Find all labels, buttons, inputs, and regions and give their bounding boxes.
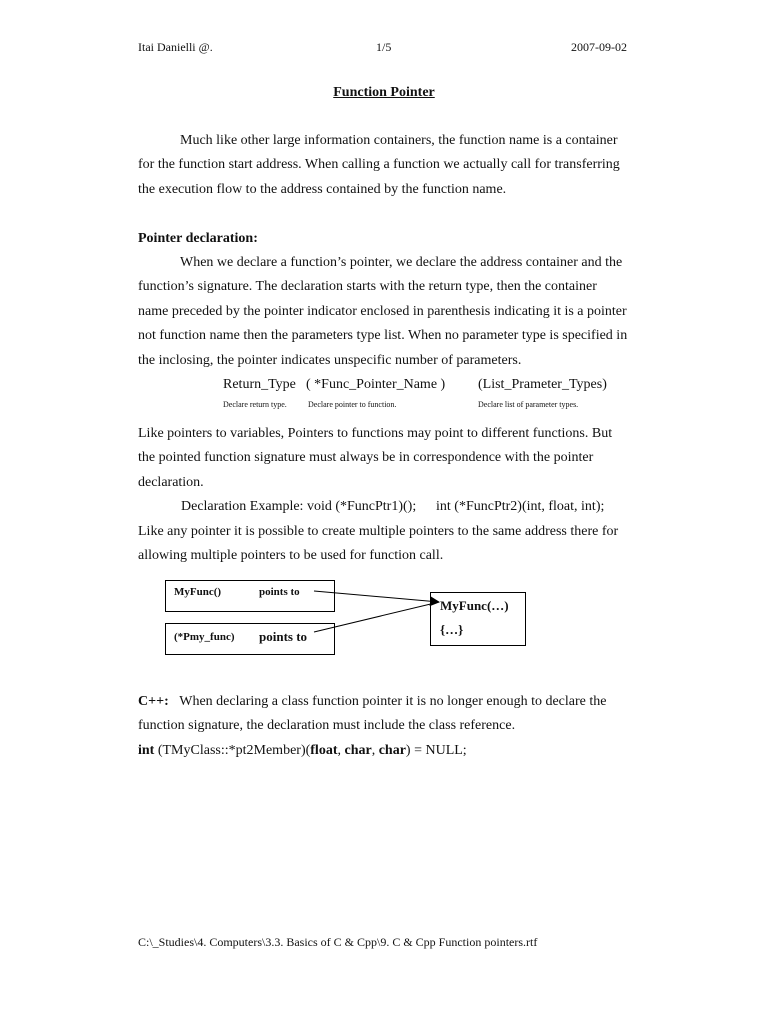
cpp-kw-char2: char	[378, 743, 406, 758]
cpp-code-sep2: ,	[371, 743, 379, 758]
header-author: Itai Danielli @.	[138, 40, 213, 54]
diagram-box-pmyfunc-points: points to	[259, 629, 308, 644]
declaration-paragraph: When we declare a function’s pointer, we declare the address container and the function’s signature. The declaration starts with the return type, then the container name preceded by the pointer indicator enclosed in parenthesis indicating it is a pointer not function name then the parameters type list. When no parameter type is specified in the inclosing, the pointer indicates unspecific number of parameters.	[138, 255, 628, 368]
cpp-code-part1: (TMyClass::*pt2Member)(	[154, 743, 311, 758]
cpp-paragraph	[138, 690, 630, 739]
header-date: 2007-09-02	[571, 40, 627, 54]
syntax-param-types: (List_Prameter_Types)	[478, 377, 607, 392]
cpp-kw-int: int	[138, 743, 155, 758]
cpp-kw-float: float	[310, 743, 338, 758]
section-heading-declaration: Pointer declaration:	[138, 231, 258, 246]
declaration-example-second: int (*FuncPtr2)(int, float, int);	[436, 499, 605, 514]
diagram-box-myfunc-label: MyFunc()	[174, 586, 222, 598]
cpp-code-sep1: ,	[337, 743, 345, 758]
declaration-example: Declaration Example: void (*FuncPtr1)();	[181, 499, 417, 514]
diagram-target-line1: MyFunc(…)	[440, 598, 509, 613]
intro-paragraph: Much like other large information containers, the function name is a container for the function start address. When calling a function we actually call for transferring the execution flow to the address contained by the function name.	[138, 133, 620, 197]
diagram-box-myfunc-points: points to	[259, 586, 300, 598]
cpp-code-part2: ) = NULL;	[405, 743, 467, 758]
syntax-return-type: Return_Type	[223, 377, 296, 392]
arrow-pmyfunc-to-target	[314, 602, 439, 632]
header-page-number: 1/5	[376, 40, 392, 54]
note-return-type: Declare return type.	[223, 400, 287, 409]
diagram-box-pmyfunc-label: (*Pmy_func)	[174, 631, 235, 643]
diagram-target-line2: {…}	[440, 622, 464, 637]
note-param-types: Declare list of parameter types.	[478, 400, 579, 409]
cpp-code-line	[138, 739, 467, 763]
note-func-pointer: Declare pointer to function.	[308, 400, 397, 409]
pointers-paragraph: Like pointers to variables, Pointers to functions may point to different functions. But the pointed function signature must always be in correspondence with the pointer declaration.	[138, 426, 613, 490]
cpp-kw-char1: char	[344, 743, 372, 758]
page-title: Function Pointer	[333, 85, 435, 100]
syntax-func-pointer-name: ( *Func_Pointer_Name )	[306, 377, 446, 392]
cpp-text: When declaring a class function pointer it is no longer enough to declare the function signature, the declaration must include the class reference.	[138, 694, 607, 734]
footer-file-path: C:\_Studies\4. Computers\3.3. Basics of C & Cpp\9. C & Cpp Function pointers.rtf	[138, 935, 538, 949]
cpp-label: C++:	[138, 694, 169, 709]
arrow-myfunc-to-target	[314, 591, 439, 602]
multiple-pointers-paragraph: Like any pointer it is possible to create multiple pointers to the same address there for allowing multiple pointers to be used for function call.	[138, 524, 619, 564]
